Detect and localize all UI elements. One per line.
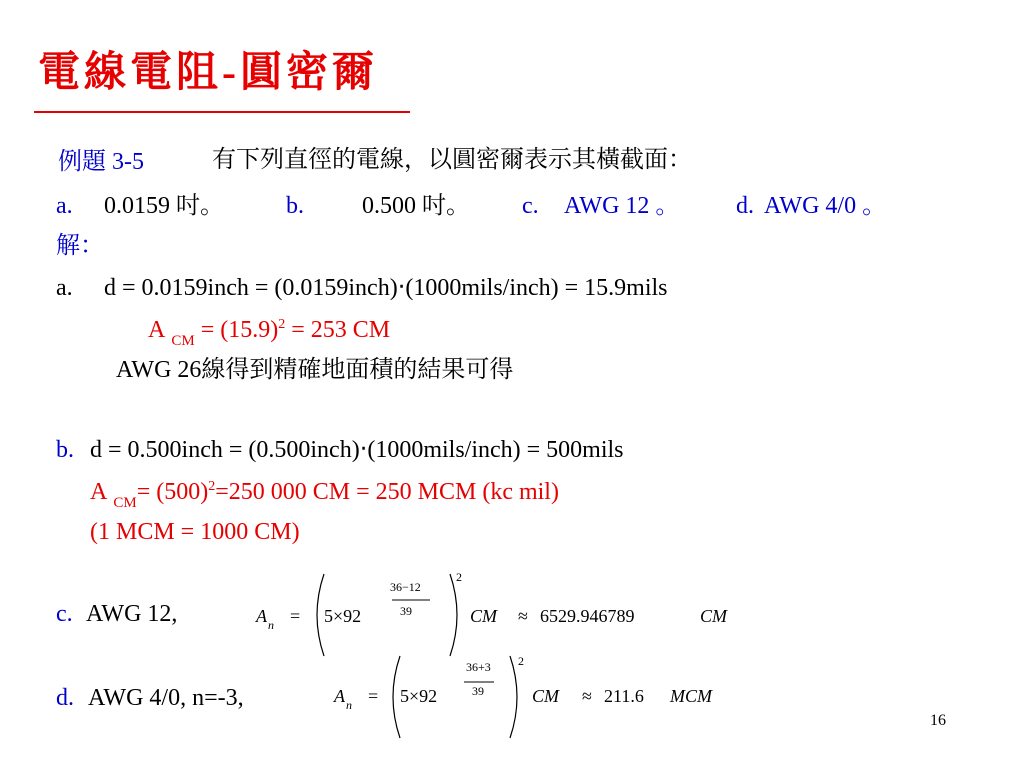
formula-approx: ≈ [582,686,592,706]
option-d-label: d. [736,193,754,219]
formula-result-unit: CM [700,606,727,626]
example-text: 有下列直徑的電線，以圓密爾表示其橫截面： [212,147,692,173]
solution-label: 解： [56,233,104,259]
slide-title: 電線電阻-圓密爾 [38,50,378,96]
part-a-area: A $_{CM} = (15.9)^2 = 253$ CM [148,317,391,349]
part-b-area: A $_{CM}= (500)^2=250$ 000 CM = 250 MCM (kc mil) [90,479,559,511]
part-b-diameter: d = 0.500inch = (0.500inch)‧(1000mils/inch) = 500mils [90,437,624,463]
title-underline [34,111,410,113]
formula-equals: = [368,686,379,706]
formula-exp-numerator: 36+3 [466,660,491,674]
part-d-label: d. [56,685,74,711]
part-b-label: b. [56,437,74,463]
part-a-diameter: d = 0.0159inch = (0.0159inch)‧(1000mils/inch) = 15.9mils [104,275,668,301]
part-d-text: AWG 4/0, n=-3, [88,685,244,711]
part-a-note: AWG 26線得到精確地面積的結果可得 [116,357,514,383]
part-a-label: a. [56,275,73,301]
formula-base: 5×92 [400,686,438,706]
formula-lhs: A [256,606,267,626]
formula-result: 6529.946789 [540,606,635,626]
formula-approx: ≈ [518,606,528,626]
page-number: 16 [930,712,946,729]
option-a-label: a. [56,193,73,219]
formula-lhs: A [334,686,345,706]
formula-result-unit: MCM [670,686,712,706]
formula-outer-exp: 2 [518,654,524,668]
option-c-label: c. [522,193,539,219]
formula-result: 211.6 [604,686,644,706]
option-c-text: AWG 12 。 [564,193,680,219]
formula-lhs-sub: n [268,618,274,632]
formula-exp-numerator: 36−12 [390,580,421,594]
formula-exp-denominator: 39 [472,684,484,698]
option-d-text: AWG 4/0 。 [764,193,887,219]
formula-base: 5×92 [324,606,362,626]
formula-lhs-sub: n [346,698,352,712]
option-b-text: 0.500 吋。 [362,193,470,219]
part-b-note: (1 MCM = 1000 CM) [90,519,300,545]
formula-outer-exp: 2 [456,570,462,584]
formula-exp-denominator: 39 [400,604,412,618]
option-b-label: b. [286,193,304,219]
formula-equals: = [290,606,301,626]
example-label: 例題 3-5 [58,149,144,175]
part-c-text: AWG 12, [86,601,178,627]
formula-unit: CM [532,686,559,706]
formula-unit: CM [470,606,497,626]
option-a-text: 0.0159 吋。 [104,193,224,219]
part-c-label: c. [56,601,73,627]
